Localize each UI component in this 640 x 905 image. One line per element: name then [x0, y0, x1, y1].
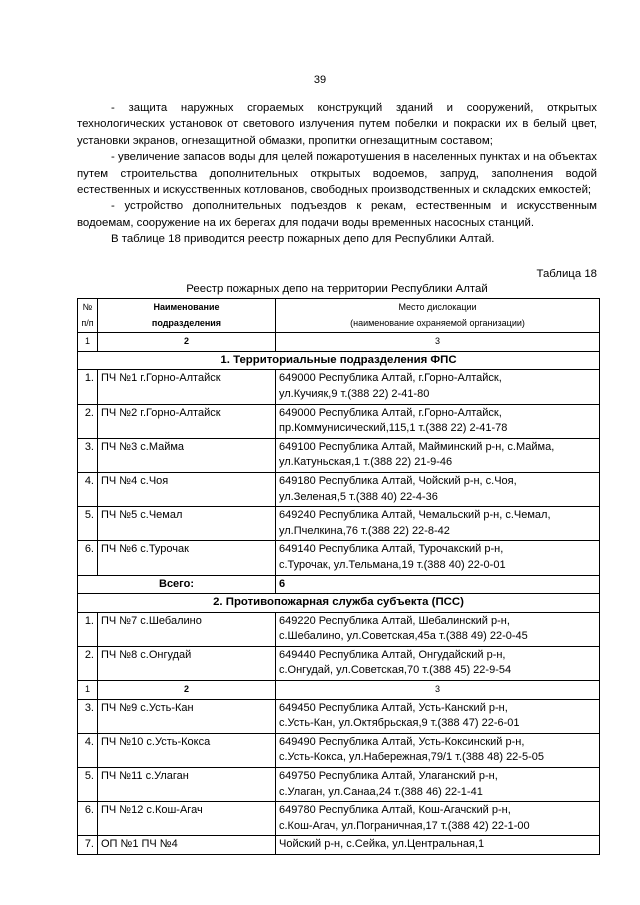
location-line: пр.Коммунисический,115,1 т.(388 22) 2-41-78: [279, 422, 508, 435]
section-row: [78, 594, 600, 613]
location-line: 649750 Республика Алтай, Улаганский р-н,: [279, 770, 498, 783]
row-number: 5.: [78, 507, 98, 541]
section-title: 1. Территориальные подразделения ФПС: [78, 351, 600, 370]
body-text: [77, 100, 597, 248]
column-number: 1: [78, 681, 98, 700]
fire-depot-registry-table: [77, 298, 600, 855]
location-line: с.Онгудай, ул.Советская,70 т.(388 45) 22-9-54: [279, 664, 512, 677]
depot-location: [276, 699, 600, 733]
depot-location: [276, 733, 600, 767]
depot-location: [276, 541, 600, 575]
depot-name: ПЧ №2 г.Горно-Алтайск: [98, 404, 276, 438]
table-number: Таблица 18: [536, 268, 597, 280]
paragraph: В таблице 18 приводится реестр пожарных депо для Республики Алтай.: [111, 233, 495, 246]
depot-location: [276, 472, 600, 506]
column-number-row: [78, 681, 600, 700]
location-line: 649780 Республика Алтай, Кош-Агачский р-н,: [279, 804, 511, 817]
depot-name: ПЧ №6 с.Турочак: [98, 541, 276, 575]
table-row: [78, 612, 600, 646]
page-number: 39: [313, 74, 327, 86]
column-number: 3: [276, 333, 600, 352]
row-number: 4.: [78, 472, 98, 506]
location-line: 649140 Республика Алтай, Турочакский р-н,: [279, 543, 504, 556]
depot-name: ПЧ №12 с.Кош-Агач: [98, 802, 276, 836]
depot-name: ПЧ №11 с.Улаган: [98, 768, 276, 802]
location-line: 649000 Республика Алтай, г.Горно-Алтайск,: [279, 372, 502, 385]
row-number: 5.: [78, 768, 98, 802]
depot-name: ПЧ №7 с.Шебалино: [98, 612, 276, 646]
table-row: [78, 438, 600, 472]
location-line: 649000 Республика Алтай, г.Горно-Алтайск,: [279, 406, 502, 419]
table-row: [78, 404, 600, 438]
location-line: 649180 Республика Алтай, Чойский р-н, с.Чоя,: [279, 474, 517, 487]
row-number: 7.: [78, 836, 98, 855]
table-header-row: [78, 299, 600, 333]
table-row: [78, 472, 600, 506]
depot-location: [276, 646, 600, 680]
header-cell-location: Место дислокации (наименование охраняемой организации): [276, 299, 600, 333]
location-line: ул.Кучияк,9 т.(388 22) 2-41-80: [279, 387, 430, 400]
location-line: с.Усть-Кан, ул.Октябрьская,9 т.(388 47) 22-6-01: [279, 717, 520, 730]
row-number: 1.: [78, 612, 98, 646]
total-value: 6: [276, 575, 600, 594]
depot-name: ПЧ №3 с.Майма: [98, 438, 276, 472]
depot-name: ОП №1 ПЧ №4: [98, 836, 276, 855]
location-line: ул.Катуньская,1 т.(388 22) 21-9-46: [279, 456, 453, 469]
depot-location: [276, 612, 600, 646]
column-number: 1: [78, 333, 98, 352]
depot-location: [276, 438, 600, 472]
table-row: [78, 733, 600, 767]
row-number: 6.: [78, 802, 98, 836]
depot-name: ПЧ №10 с.Усть-Кокса: [98, 733, 276, 767]
depot-location: [276, 836, 600, 855]
table-row: [78, 768, 600, 802]
section-row: [78, 351, 600, 370]
table-row: [78, 836, 600, 855]
table-row: [78, 699, 600, 733]
location-line: с.Усть-Кокса, ул.Набережная,79/1 т.(388 48) 22-5-05: [279, 751, 544, 764]
paragraph: - увеличение запасов воды для целей пожаротушения в населенных пунктах и на объектах путем строительства дополнительных открытых водоемов, запруд, заполнения водой естественных и искусственных котлованов, свободных производственных и складских емкостей;: [77, 151, 597, 197]
depot-name: ПЧ №9 с.Усть-Кан: [98, 699, 276, 733]
depot-location: [276, 370, 600, 404]
total-label: Всего:: [78, 575, 276, 594]
table-row: [78, 541, 600, 575]
table-row: [78, 646, 600, 680]
column-number-row: [78, 333, 600, 352]
location-line: 649220 Республика Алтай, Шебалинский р-н,: [279, 614, 510, 627]
depot-location: [276, 802, 600, 836]
depot-location: [276, 768, 600, 802]
location-line: с.Турочак, ул.Тельмана,19 т.(388 40) 22-0-01: [279, 558, 506, 571]
row-number: 1.: [78, 370, 98, 404]
location-line: с.Шебалино, ул.Советская,45а т.(388 49) 22-0-45: [279, 630, 528, 643]
location-line: 649100 Республика Алтай, Майминский р-н, с.Майма,: [279, 440, 555, 453]
location-line: 649240 Республика Алтай, Чемальский р-н, с.Чемал,: [279, 509, 551, 522]
row-number: 4.: [78, 733, 98, 767]
row-number: 3.: [78, 699, 98, 733]
header-cell-name: Наименование подразделения: [98, 299, 276, 333]
depot-name: ПЧ №4 с.Чоя: [98, 472, 276, 506]
total-row: [78, 575, 600, 594]
location-line: 649440 Республика Алтай, Онгудайский р-н,: [279, 648, 506, 661]
depot-name: ПЧ №1 г.Горно-Алтайск: [98, 370, 276, 404]
depot-name: ПЧ №5 с.Чемал: [98, 507, 276, 541]
table-caption: Реестр пожарных депо на территории Республики Алтай: [186, 283, 488, 295]
row-number: 3.: [78, 438, 98, 472]
header-cell-number: № п/п: [78, 299, 98, 333]
paragraph: - устройство дополнительных подъездов к рекам, естественным и искусственным водоемам, сооружение на их берегах для подачи воды временных насосных станций.: [77, 200, 597, 229]
column-number: 2: [98, 681, 276, 700]
depot-location: [276, 507, 600, 541]
location-line: 649490 Республика Алтай, Усть-Коксинский р-н,: [279, 735, 525, 748]
table-row: [78, 802, 600, 836]
row-number: 2.: [78, 646, 98, 680]
table-row: [78, 507, 600, 541]
table-row: [78, 370, 600, 404]
location-line: ул.Пчелкина,76 т.(388 22) 22-8-42: [279, 524, 450, 537]
row-number: 6.: [78, 541, 98, 575]
location-line: с.Улаган, ул.Санаа,24 т.(388 46) 22-1-41: [279, 785, 483, 798]
location-line: Чойский р-н, с.Сейка, ул.Центральная,1: [279, 838, 485, 851]
depot-location: [276, 404, 600, 438]
depot-name: ПЧ №8 с.Онгудай: [98, 646, 276, 680]
column-number: 3: [276, 681, 600, 700]
column-number: 2: [98, 333, 276, 352]
paragraph: - защита наружных сгораемых конструкций зданий и сооружений, открытых технологических установок от светового излучения путем побелки и покраски их в белый цвет, установки экранов, огнезащитной обмазки, пропитки огнезащитным составом;: [77, 102, 597, 147]
location-line: с.Кош-Агач, ул.Пограничная,17 т.(388 42) 22-1-00: [279, 819, 530, 832]
section-title: 2. Противопожарная служба субъекта (ПСС): [78, 594, 600, 613]
location-line: 649450 Республика Алтай, Усть-Канский р-н,: [279, 701, 508, 714]
location-line: ул.Зеленая,5 т.(388 40) 22-4-36: [279, 490, 438, 503]
row-number: 2.: [78, 404, 98, 438]
